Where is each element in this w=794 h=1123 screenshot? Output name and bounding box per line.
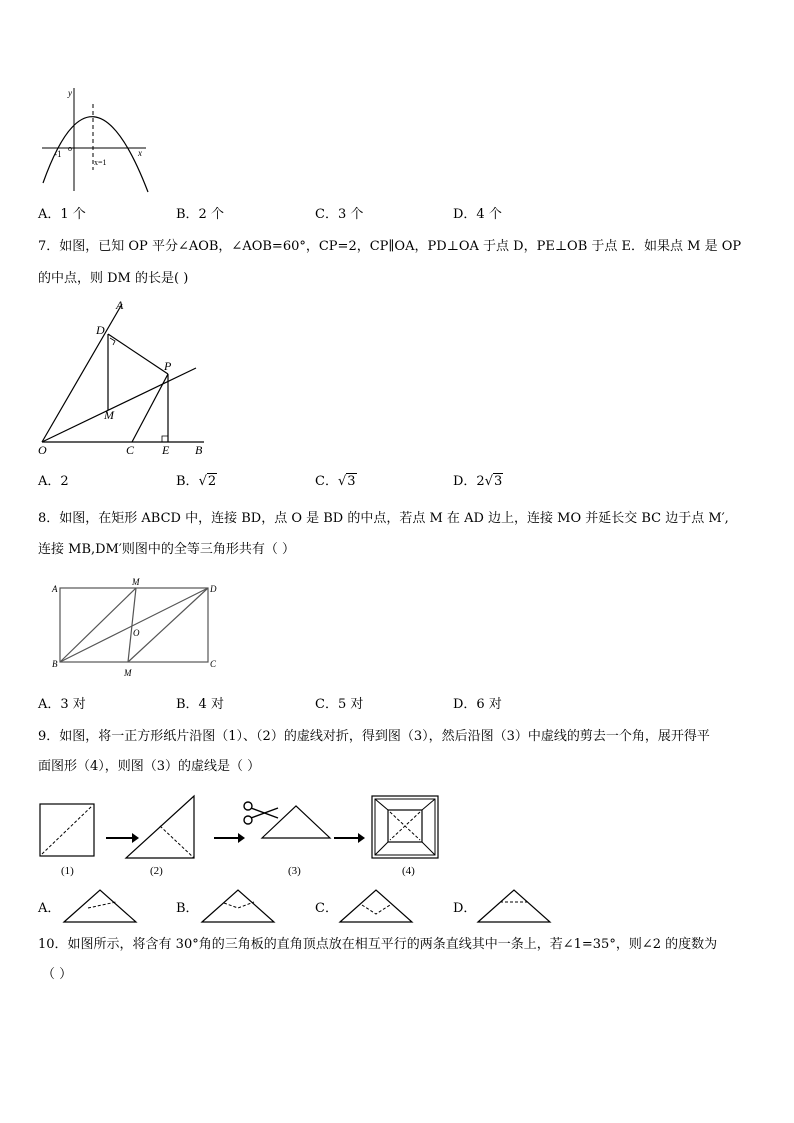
q7-question-line-2: 的中点，则 DM 的长是( ) bbox=[38, 271, 189, 286]
q8-question-line-2: 连接 MB,DM′则图中的全等三角形共有（ ） bbox=[38, 542, 295, 557]
q10-question-line-1: 10．如图所示，将含有 30°角的三角板的直角顶点放在相互平行的两条直线其中一条上，若∠1=35°，则∠2 的度数为 bbox=[38, 937, 718, 952]
fig-label-3: (3) bbox=[288, 865, 301, 877]
sqrt-symbol: √2 bbox=[198, 474, 217, 489]
x-equals-one-label: x=1 bbox=[94, 158, 107, 167]
label-A: A bbox=[52, 584, 58, 594]
q9-option-d-triangle[interactable] bbox=[476, 886, 552, 926]
q9-question-line-1: 9．如图，将一正方形纸片沿图（1）、（2）的虚线对折，得到图（3），然后沿图（3）中虚线的剪去一个角，展开得平 bbox=[38, 729, 710, 744]
q6-option-c[interactable]: C．3 个 bbox=[315, 207, 364, 222]
q6-option-d[interactable]: D．4 个 bbox=[453, 207, 502, 222]
origin-label: o bbox=[68, 144, 72, 153]
q7-option-a[interactable]: A．2 bbox=[38, 474, 69, 489]
y-axis-label: y bbox=[68, 88, 72, 98]
q7-geometry-figure bbox=[36, 298, 208, 458]
fig-label-1: (1) bbox=[61, 865, 74, 877]
label-O: O bbox=[38, 443, 47, 457]
q7-option-c-prefix: C． bbox=[315, 474, 338, 489]
q6-option-a[interactable]: A．1 个 bbox=[38, 207, 86, 222]
q9-option-c-triangle[interactable] bbox=[338, 886, 414, 926]
q8-option-a[interactable]: A．3 对 bbox=[38, 697, 86, 712]
q9-option-d[interactable]: D． bbox=[453, 901, 477, 916]
label-D: D bbox=[96, 323, 105, 337]
label-C: C bbox=[210, 659, 217, 669]
q9-option-b[interactable]: B． bbox=[176, 901, 199, 916]
label-C: C bbox=[126, 443, 135, 457]
q8-option-b[interactable]: B．4 对 bbox=[176, 697, 224, 712]
q10-question-line-2: （ ） bbox=[42, 967, 73, 982]
fig-label-2: (2) bbox=[150, 865, 163, 877]
q7-option-c[interactable] bbox=[315, 473, 357, 491]
scissors-icon bbox=[244, 802, 278, 824]
neg-one-label: -1 bbox=[54, 149, 62, 159]
label-A: A bbox=[116, 298, 124, 312]
q8-option-d[interactable]: D．6 对 bbox=[453, 697, 502, 712]
q9-option-c[interactable]: C． bbox=[315, 901, 338, 916]
q9-option-a-triangle[interactable] bbox=[62, 886, 138, 926]
q7-option-d-prefix: D．2 bbox=[453, 474, 485, 489]
fig-label-4: (4) bbox=[402, 865, 415, 877]
label-D: D bbox=[210, 584, 217, 594]
label-O: O bbox=[133, 628, 140, 638]
q8-question-line-1: 8．如图，在矩形 ABCD 中，连接 BD，点 O 是 BD 的中点，若点 M 在 AD 边上，连接 MO 并延长交 BC 边于点 M′, bbox=[38, 511, 729, 526]
x-axis-label: x bbox=[138, 148, 142, 158]
q9-option-b-triangle[interactable] bbox=[200, 886, 276, 926]
sqrt-symbol: √3 bbox=[337, 474, 356, 489]
label-M-prime: M bbox=[124, 668, 132, 678]
label-E: E bbox=[162, 443, 170, 457]
label-M: M bbox=[104, 408, 114, 422]
q9-question-line-2: 面图形（4），则图（3）的虚线是（ ） bbox=[38, 759, 261, 774]
label-M: M bbox=[132, 577, 140, 587]
q8-rectangle-figure bbox=[46, 574, 222, 680]
parabola-graph bbox=[38, 86, 153, 194]
q6-option-b[interactable]: B．2 个 bbox=[176, 207, 224, 222]
q7-option-b-prefix: B． bbox=[176, 474, 199, 489]
q7-option-b[interactable] bbox=[176, 473, 217, 491]
label-P: P bbox=[164, 359, 172, 373]
sqrt-symbol: √3 bbox=[484, 474, 503, 489]
q8-option-c[interactable]: C．5 对 bbox=[315, 697, 364, 712]
label-B: B bbox=[195, 443, 203, 457]
q7-option-d[interactable] bbox=[453, 473, 503, 491]
q9-option-a[interactable]: A． bbox=[38, 901, 61, 916]
q9-folding-steps-figure bbox=[34, 792, 442, 878]
q7-question-line-1: 7．如图，已知 OP 平分∠AOB，∠AOB=60°，CP=2，CP∥OA，PD⊥OA 于点 D，PE⊥OB 于点 E．如果点 M 是 OP bbox=[38, 239, 742, 254]
label-B: B bbox=[52, 659, 58, 669]
